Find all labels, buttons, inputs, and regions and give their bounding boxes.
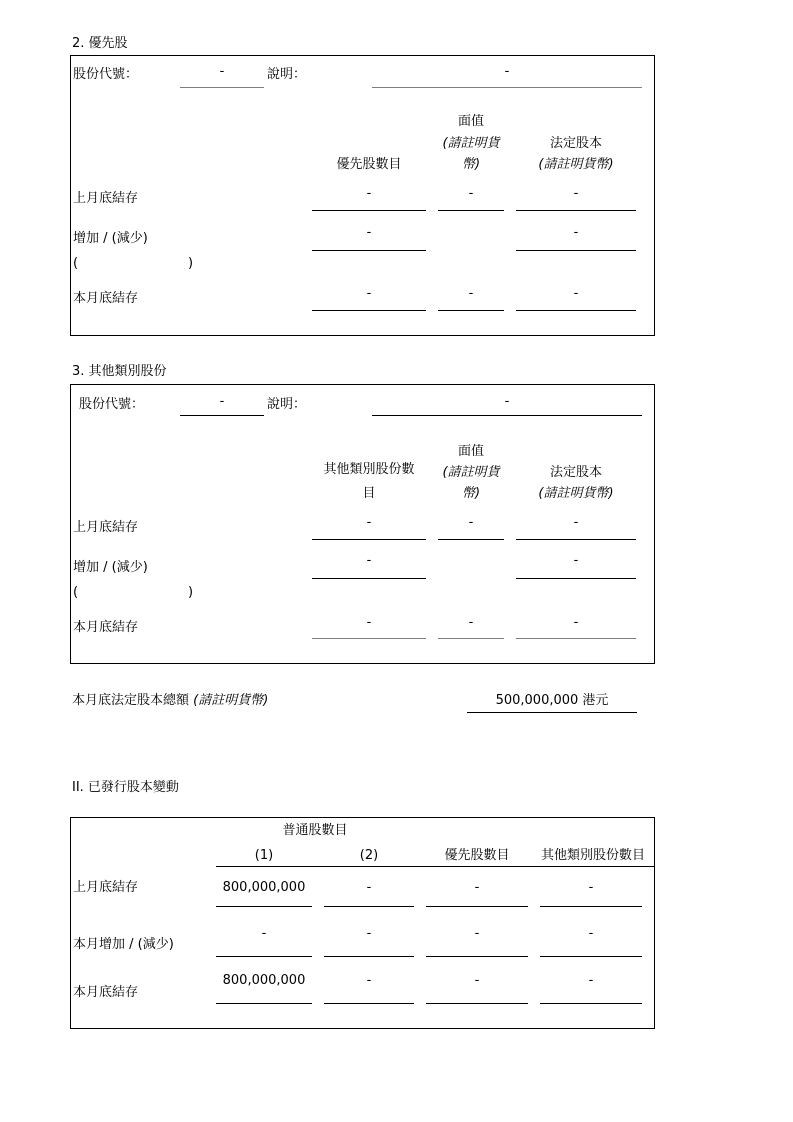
sec3-col1-header-line2: 目 [362, 486, 376, 501]
sec3-desc-value: - [504, 394, 510, 409]
sec-ii-row-open-c1: 800,000,000 [222, 880, 306, 895]
sec2-row-open-label: 上月底結存 [73, 191, 139, 206]
sec3-col2-header-line3: 幣) [461, 486, 481, 501]
sec-ii-row-change-c2-line [324, 956, 414, 957]
total-value: 500,000,000 港元 [495, 693, 609, 708]
sec3-row-change-shares-line [312, 578, 426, 579]
sec-ii-row-close-c1-line [216, 1003, 312, 1004]
sec2-col1-header: 優先股數目 [336, 157, 402, 172]
sec-ii-row-open-c3-line [426, 906, 528, 907]
total-label-text: 本月底法定股本總額 [72, 693, 190, 708]
sec2-row-open-par: - [468, 186, 474, 201]
sec3-row-open-capital-line [516, 539, 636, 540]
sec3-row-open-shares: - [366, 515, 372, 530]
sec-ii-row-change-c4: - [588, 926, 594, 941]
sec3-row-open-capital: - [573, 515, 579, 530]
sec2-row-close-capital-line [516, 310, 636, 311]
sec3-row-change-capital-line [516, 578, 636, 579]
sec2-row-change-shares-line [312, 250, 426, 251]
sec2-col3-header-line1: 法定股本 [549, 136, 602, 151]
sec-ii-row-open-label: 上月底結存 [73, 880, 139, 895]
sec-ii-row-close-c4: - [588, 973, 594, 988]
sec3-row-open-shares-line [312, 539, 426, 540]
sec3-row-close-capital-line [516, 638, 636, 639]
sec-ii-row-open-c4-line [540, 906, 642, 907]
sec-ii-row-close-c2: - [366, 973, 372, 988]
sec3-row-close-capital: - [573, 615, 579, 630]
sec-ii-row-change-c2: - [366, 926, 372, 941]
sec2-col2-header-line1: 面值 [457, 114, 484, 129]
sec2-col3-header-line2: (請註明貨幣) [538, 157, 614, 172]
section-2-title: 2. 優先股 [72, 36, 128, 51]
sec-ii-row-open-c4: - [588, 880, 594, 895]
sec2-row-change-capital: - [573, 225, 579, 240]
sec2-row-change-label: 增加 / (減少) [73, 231, 148, 246]
sec2-row-close-shares-line [312, 310, 426, 311]
sec-ii-header-divider [216, 866, 655, 867]
sec2-row-open-shares-line [312, 210, 426, 211]
sec3-row-close-par: - [468, 615, 474, 630]
sec3-row-change-paren-open: ( [73, 585, 79, 600]
sec3-row-change-paren-close: ) [188, 585, 194, 600]
sec-ii-row-change-c3: - [474, 926, 480, 941]
sec2-row-change-shares: - [366, 225, 372, 240]
sec3-row-change-capital: - [573, 553, 579, 568]
sec2-row-close-par-line [438, 310, 504, 311]
sec-ii-group-header: 普通股數目 [282, 823, 348, 838]
sec3-row-close-par-line [438, 638, 504, 639]
sec2-col2-header-line3: 幣) [461, 157, 481, 172]
sec-ii-row-open-c3: - [474, 880, 480, 895]
sec-ii-row-close-c3: - [474, 973, 480, 988]
sec3-col2-header-line2: (請註明貨 [442, 465, 500, 480]
sec2-row-open-shares: - [366, 186, 372, 201]
sec3-row-close-shares: - [366, 615, 372, 630]
sec2-row-change-paren-open: ( [73, 256, 79, 271]
sec-ii-row-open-c2-line [324, 906, 414, 907]
sec3-code-value: - [219, 394, 225, 409]
sec-ii-row-open-c2: - [366, 880, 372, 895]
sec-ii-row-change-label: 本月增加 / (減少) [73, 937, 174, 952]
section-ii-title: II. 已發行股本變動 [72, 780, 179, 795]
sec3-row-change-label: 增加 / (減少) [73, 560, 148, 575]
sec2-desc-label: 說明： [267, 67, 307, 82]
sec3-code-underline [180, 415, 264, 416]
sec-ii-row-change-c3-line [426, 956, 528, 957]
sec3-col1-header-line1: 其他類別股份數 [323, 462, 415, 477]
sec3-desc-label: 說明： [267, 397, 307, 412]
sec2-row-open-capital: - [573, 186, 579, 201]
sec2-row-open-capital-line [516, 210, 636, 211]
sec2-row-close-shares: - [366, 286, 372, 301]
sec-ii-row-close-c1: 800,000,000 [222, 973, 306, 988]
sec-ii-row-close-c2-line [324, 1003, 414, 1004]
sec3-row-open-par: - [468, 515, 474, 530]
sec3-row-close-shares-line [312, 638, 426, 639]
sec3-row-close-label: 本月底結存 [73, 620, 139, 635]
sec2-code-label: 股份代號： [73, 67, 139, 82]
sec-ii-row-change-c1-line [216, 956, 312, 957]
sec2-row-close-label: 本月底結存 [73, 291, 139, 306]
sec-ii-row-close-c3-line [426, 1003, 528, 1004]
sec2-desc-value: - [504, 64, 510, 79]
sec3-row-open-par-line [438, 539, 504, 540]
sec3-code-label: 股份代號： [79, 397, 145, 412]
sec2-row-change-paren-close: ) [188, 256, 194, 271]
sec-ii-row-open-c1-line [216, 906, 312, 907]
sec-ii-row-change-c1: - [261, 926, 267, 941]
sec2-row-open-par-line [438, 210, 504, 211]
sec3-col2-header-line1: 面值 [457, 444, 484, 459]
sec2-col2-header-line2: (請註明貨 [442, 136, 500, 151]
sec2-row-close-par: - [468, 286, 474, 301]
sec3-row-change-shares: - [366, 553, 372, 568]
sec2-row-close-capital: - [573, 286, 579, 301]
sec-ii-col1-header: (1) [254, 848, 274, 863]
sec3-col3-header-line2: (請註明貨幣) [538, 486, 614, 501]
sec3-desc-underline [372, 415, 642, 416]
total-label [72, 694, 268, 707]
total-label-note: (請註明貨幣) [193, 693, 269, 708]
section-3-title: 3. 其他類別股份 [72, 364, 167, 379]
sec2-desc-underline [372, 87, 642, 88]
sec2-row-change-capital-line [516, 250, 636, 251]
sec3-row-open-label: 上月底結存 [73, 520, 139, 535]
total-value-underline [467, 712, 637, 713]
sec-ii-row-change-c4-line [540, 956, 642, 957]
sec-ii-col3-header: 優先股數目 [444, 848, 510, 863]
sec-ii-row-close-label: 本月底結存 [73, 985, 139, 1000]
sec-ii-row-close-c4-line [540, 1003, 642, 1004]
sec-ii-col4-header: 其他類別股份數目 [540, 848, 645, 863]
sec2-code-underline [180, 87, 264, 88]
sec-ii-col2-header: (2) [359, 848, 379, 863]
sec2-code-value: - [219, 64, 225, 79]
sec3-col3-header-line1: 法定股本 [549, 465, 602, 480]
